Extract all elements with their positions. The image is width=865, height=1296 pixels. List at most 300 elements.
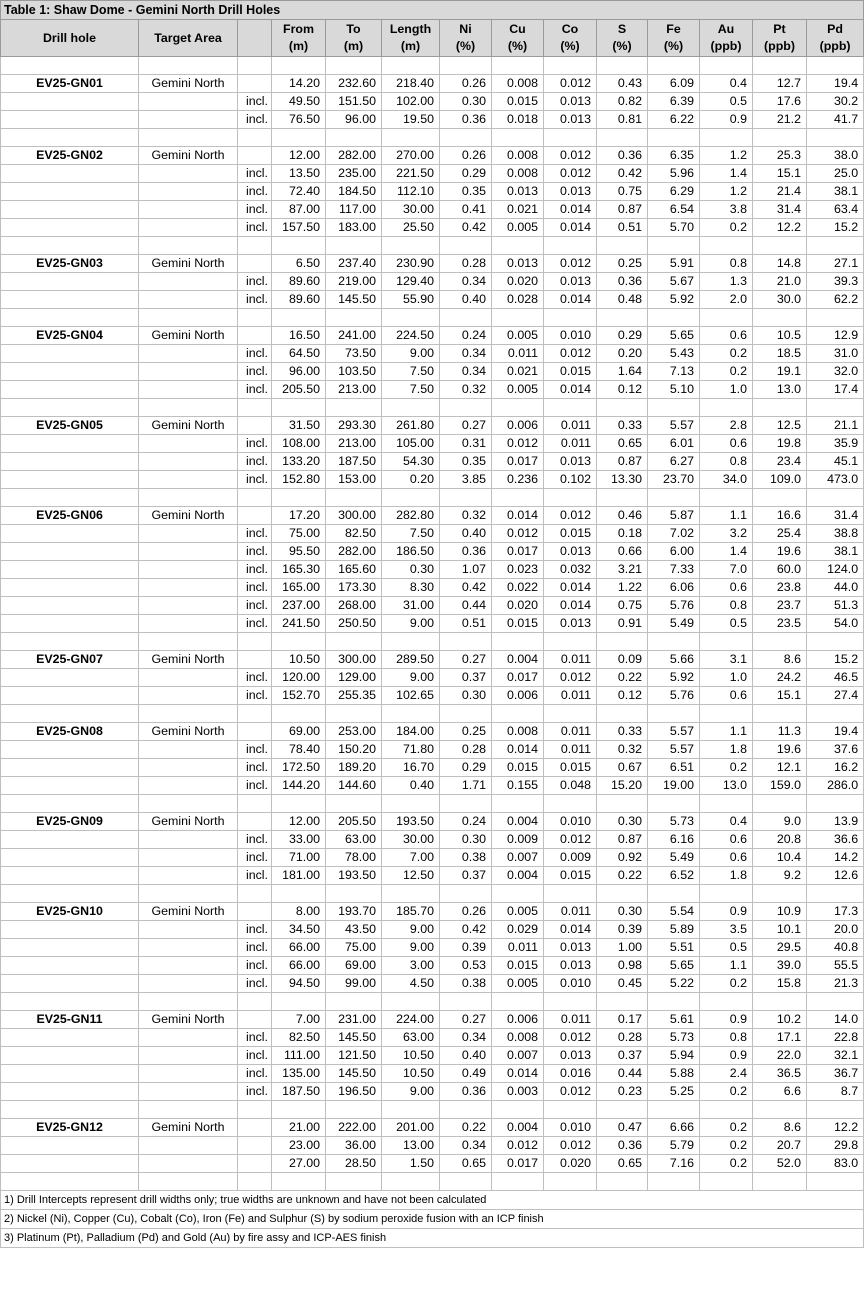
- cell-pt: 11.3: [753, 723, 807, 741]
- cell-cu: 0.028: [492, 291, 544, 309]
- cell-from: 23.00: [272, 1137, 326, 1155]
- empty-cell: [1, 93, 139, 111]
- empty-cell: [1, 471, 139, 489]
- cell-pd: 19.4: [807, 723, 864, 741]
- empty-cell: [1, 345, 139, 363]
- cell-from: 16.50: [272, 327, 326, 345]
- cell-to: 28.50: [326, 1155, 382, 1173]
- empty-cell: [139, 705, 238, 723]
- cell-fe: 6.16: [648, 831, 700, 849]
- incl-label: incl.: [238, 1029, 272, 1047]
- empty-cell: [648, 633, 700, 651]
- empty-cell: [440, 129, 492, 147]
- cell-from: 144.20: [272, 777, 326, 795]
- cell-cu: 0.013: [492, 183, 544, 201]
- cell-au: 34.0: [700, 471, 753, 489]
- incl-label: incl.: [238, 453, 272, 471]
- cell-length: 9.00: [382, 921, 440, 939]
- cell-ni: 0.26: [440, 147, 492, 165]
- cell-to: 300.00: [326, 651, 382, 669]
- cell-au: 0.5: [700, 939, 753, 957]
- cell-fe: 6.66: [648, 1119, 700, 1137]
- table-row: [1, 615, 864, 633]
- cell-ni: 0.36: [440, 543, 492, 561]
- cell-cu: 0.023: [492, 561, 544, 579]
- empty-cell: [492, 399, 544, 417]
- drill-hole-id: EV25-GN07: [1, 651, 139, 669]
- empty-cell: [492, 237, 544, 255]
- cell-ni: 0.32: [440, 507, 492, 525]
- cell-length: 12.50: [382, 867, 440, 885]
- cell-to: 183.00: [326, 219, 382, 237]
- empty-cell: [1, 669, 139, 687]
- cell-co: 0.014: [544, 597, 597, 615]
- cell-pt: 15.1: [753, 687, 807, 705]
- cell-co: 0.011: [544, 417, 597, 435]
- table-row: [1, 831, 864, 849]
- cell-au: 1.0: [700, 381, 753, 399]
- empty-cell: [440, 633, 492, 651]
- cell-fe: 5.66: [648, 651, 700, 669]
- table-row: [1, 147, 864, 165]
- empty-cell: [139, 129, 238, 147]
- cell-fe: 7.13: [648, 363, 700, 381]
- cell-co: 0.013: [544, 615, 597, 633]
- empty-cell: [1, 1047, 139, 1065]
- cell-cu: 0.236: [492, 471, 544, 489]
- drill-hole-id: EV25-GN01: [1, 75, 139, 93]
- cell-length: 4.50: [382, 975, 440, 993]
- cell-ni: 0.39: [440, 939, 492, 957]
- cell-pt: 30.0: [753, 291, 807, 309]
- cell-length: 224.00: [382, 1011, 440, 1029]
- cell-to: 144.60: [326, 777, 382, 795]
- table-row: [1, 435, 864, 453]
- cell-to: 78.00: [326, 849, 382, 867]
- empty-cell: [1, 1155, 139, 1173]
- target-area: Gemini North: [139, 723, 238, 741]
- cell-s: 0.36: [597, 147, 648, 165]
- empty-cell: [700, 795, 753, 813]
- cell-pt: 12.1: [753, 759, 807, 777]
- cell-au: 0.6: [700, 579, 753, 597]
- spacer-row: [1, 633, 864, 651]
- cell-co: 0.015: [544, 363, 597, 381]
- empty-cell: [326, 57, 382, 75]
- incl-label: incl.: [238, 183, 272, 201]
- drill-hole-id: EV25-GN02: [1, 147, 139, 165]
- cell-pd: 473.0: [807, 471, 864, 489]
- empty-cell: [139, 363, 238, 381]
- cell-pt: 23.8: [753, 579, 807, 597]
- empty-cell: [326, 1173, 382, 1191]
- cell-length: 7.50: [382, 363, 440, 381]
- empty-cell: [238, 705, 272, 723]
- empty-cell: [139, 525, 238, 543]
- cell-cu: 0.021: [492, 363, 544, 381]
- empty-cell: [1, 633, 139, 651]
- cell-length: 3.00: [382, 957, 440, 975]
- empty-cell: [238, 237, 272, 255]
- cell-from: 72.40: [272, 183, 326, 201]
- cell-pd: 38.1: [807, 543, 864, 561]
- cell-cu: 0.004: [492, 867, 544, 885]
- empty-cell: [597, 129, 648, 147]
- empty-cell: [139, 1155, 238, 1173]
- cell-from: 71.00: [272, 849, 326, 867]
- cell-ni: 0.42: [440, 219, 492, 237]
- empty-cell: [272, 705, 326, 723]
- cell-from: 6.50: [272, 255, 326, 273]
- cell-to: 235.00: [326, 165, 382, 183]
- spacer-row: [1, 399, 864, 417]
- cell-co: 0.013: [544, 111, 597, 129]
- cell-s: 0.91: [597, 615, 648, 633]
- empty-cell: [1, 579, 139, 597]
- cell-to: 69.00: [326, 957, 382, 975]
- cell-to: 103.50: [326, 363, 382, 381]
- cell-from: 152.80: [272, 471, 326, 489]
- empty-cell: [1, 777, 139, 795]
- empty-cell: [753, 795, 807, 813]
- cell-from: 7.00: [272, 1011, 326, 1029]
- cell-to: 205.50: [326, 813, 382, 831]
- cell-length: 1.50: [382, 1155, 440, 1173]
- cell-length: 230.90: [382, 255, 440, 273]
- cell-ni: 0.24: [440, 813, 492, 831]
- empty-cell: [440, 489, 492, 507]
- cell-au: 0.8: [700, 597, 753, 615]
- incl-label: incl.: [238, 687, 272, 705]
- cell-fe: 5.49: [648, 615, 700, 633]
- empty-cell: [700, 489, 753, 507]
- cell-to: 193.70: [326, 903, 382, 921]
- cell-fe: 5.88: [648, 1065, 700, 1083]
- cell-cu: 0.008: [492, 75, 544, 93]
- cell-ni: 0.26: [440, 75, 492, 93]
- cell-pt: 29.5: [753, 939, 807, 957]
- empty-cell: [544, 1173, 597, 1191]
- target-area: Gemini North: [139, 1011, 238, 1029]
- empty-cell: [492, 129, 544, 147]
- empty-cell: [648, 237, 700, 255]
- cell-au: 1.1: [700, 507, 753, 525]
- empty-cell: [648, 1173, 700, 1191]
- cell-s: 0.22: [597, 669, 648, 687]
- cell-length: 105.00: [382, 435, 440, 453]
- empty-cell: [272, 885, 326, 903]
- empty-cell: [272, 993, 326, 1011]
- cell-fe: 5.65: [648, 327, 700, 345]
- table-row: [1, 291, 864, 309]
- cell-fe: 5.49: [648, 849, 700, 867]
- cell-au: 0.2: [700, 1119, 753, 1137]
- cell-to: 43.50: [326, 921, 382, 939]
- empty-cell: [139, 219, 238, 237]
- cell-cu: 0.006: [492, 417, 544, 435]
- cell-au: 1.8: [700, 741, 753, 759]
- cell-s: 0.30: [597, 903, 648, 921]
- incl-label: incl.: [238, 759, 272, 777]
- empty-cell: [753, 1101, 807, 1119]
- cell-au: 1.3: [700, 273, 753, 291]
- cell-ni: 0.29: [440, 165, 492, 183]
- cell-from: 8.00: [272, 903, 326, 921]
- target-area: Gemini North: [139, 255, 238, 273]
- cell-fe: 5.91: [648, 255, 700, 273]
- target-area: Gemini North: [139, 651, 238, 669]
- spacer-row: [1, 795, 864, 813]
- cell-to: 165.60: [326, 561, 382, 579]
- cell-fe: 5.73: [648, 1029, 700, 1047]
- cell-au: 13.0: [700, 777, 753, 795]
- cell-from: 49.50: [272, 93, 326, 111]
- empty-cell: [272, 309, 326, 327]
- cell-to: 145.50: [326, 1065, 382, 1083]
- cell-pd: 25.0: [807, 165, 864, 183]
- cell-ni: 0.37: [440, 669, 492, 687]
- cell-pt: 17.1: [753, 1029, 807, 1047]
- cell-au: 0.5: [700, 615, 753, 633]
- cell-s: 1.22: [597, 579, 648, 597]
- cell-ni: 0.40: [440, 291, 492, 309]
- empty-cell: [1, 1083, 139, 1101]
- cell-pt: 9.2: [753, 867, 807, 885]
- cell-co: 0.010: [544, 327, 597, 345]
- target-area: Gemini North: [139, 813, 238, 831]
- table-row: [1, 183, 864, 201]
- empty-cell: [139, 687, 238, 705]
- cell-to: 145.50: [326, 1029, 382, 1047]
- empty-cell: [597, 57, 648, 75]
- cell-co: 0.014: [544, 219, 597, 237]
- table-title-row: [1, 1, 864, 20]
- cell-cu: 0.017: [492, 543, 544, 561]
- cell-cu: 0.029: [492, 921, 544, 939]
- empty-cell: [1, 363, 139, 381]
- target-area: Gemini North: [139, 507, 238, 525]
- cell-to: 241.00: [326, 327, 382, 345]
- cell-pt: 19.6: [753, 741, 807, 759]
- empty-cell: [1, 561, 139, 579]
- empty-cell: [139, 453, 238, 471]
- cell-cu: 0.006: [492, 1011, 544, 1029]
- incl-label: [238, 1119, 272, 1137]
- empty-cell: [544, 399, 597, 417]
- cell-pd: 14.2: [807, 849, 864, 867]
- empty-cell: [139, 759, 238, 777]
- empty-cell: [440, 237, 492, 255]
- empty-cell: [807, 489, 864, 507]
- empty-cell: [648, 57, 700, 75]
- cell-cu: 0.011: [492, 939, 544, 957]
- cell-fe: 5.57: [648, 723, 700, 741]
- empty-cell: [1, 219, 139, 237]
- empty-cell: [139, 111, 238, 129]
- cell-cu: 0.004: [492, 1119, 544, 1137]
- table-row: [1, 543, 864, 561]
- cell-length: 63.00: [382, 1029, 440, 1047]
- cell-length: 30.00: [382, 201, 440, 219]
- target-area: Gemini North: [139, 75, 238, 93]
- cell-ni: 0.38: [440, 849, 492, 867]
- empty-cell: [139, 273, 238, 291]
- table-row: [1, 651, 864, 669]
- cell-s: 0.37: [597, 1047, 648, 1065]
- drill-hole-id: EV25-GN10: [1, 903, 139, 921]
- cell-s: 0.12: [597, 687, 648, 705]
- cell-cu: 0.007: [492, 1047, 544, 1065]
- cell-from: 82.50: [272, 1029, 326, 1047]
- table-row: [1, 1047, 864, 1065]
- cell-pd: 83.0: [807, 1155, 864, 1173]
- cell-fe: 6.09: [648, 75, 700, 93]
- cell-s: 0.17: [597, 1011, 648, 1029]
- header-drill-hole: Drill hole: [1, 20, 139, 57]
- cell-from: 89.60: [272, 291, 326, 309]
- cell-ni: 0.24: [440, 327, 492, 345]
- empty-cell: [326, 237, 382, 255]
- cell-fe: 6.27: [648, 453, 700, 471]
- cell-to: 36.00: [326, 1137, 382, 1155]
- empty-cell: [753, 993, 807, 1011]
- cell-length: 184.00: [382, 723, 440, 741]
- empty-cell: [492, 309, 544, 327]
- cell-to: 173.30: [326, 579, 382, 597]
- cell-au: 2.4: [700, 1065, 753, 1083]
- cell-au: 0.6: [700, 831, 753, 849]
- cell-au: 0.9: [700, 1047, 753, 1065]
- cell-pd: 55.5: [807, 957, 864, 975]
- cell-cu: 0.003: [492, 1083, 544, 1101]
- empty-cell: [807, 57, 864, 75]
- empty-cell: [139, 849, 238, 867]
- empty-cell: [753, 57, 807, 75]
- empty-cell: [544, 57, 597, 75]
- cell-to: 293.30: [326, 417, 382, 435]
- cell-fe: 6.39: [648, 93, 700, 111]
- cell-from: 133.20: [272, 453, 326, 471]
- drill-hole-id: EV25-GN08: [1, 723, 139, 741]
- cell-pt: 8.6: [753, 1119, 807, 1137]
- cell-pt: 23.5: [753, 615, 807, 633]
- cell-s: 0.67: [597, 759, 648, 777]
- cell-to: 129.00: [326, 669, 382, 687]
- empty-cell: [1, 1173, 139, 1191]
- cell-ni: 0.38: [440, 975, 492, 993]
- cell-pd: 45.1: [807, 453, 864, 471]
- cell-co: 0.011: [544, 723, 597, 741]
- empty-cell: [139, 399, 238, 417]
- empty-cell: [1, 165, 139, 183]
- cell-pt: 10.9: [753, 903, 807, 921]
- spacer-row: [1, 237, 864, 255]
- empty-cell: [648, 993, 700, 1011]
- cell-from: 172.50: [272, 759, 326, 777]
- cell-cu: 0.017: [492, 453, 544, 471]
- cell-to: 121.50: [326, 1047, 382, 1065]
- incl-label: incl.: [238, 93, 272, 111]
- empty-cell: [382, 1173, 440, 1191]
- cell-from: 12.00: [272, 147, 326, 165]
- empty-cell: [753, 489, 807, 507]
- empty-cell: [648, 489, 700, 507]
- cell-co: 0.015: [544, 525, 597, 543]
- cell-co: 0.013: [544, 1047, 597, 1065]
- cell-au: 0.8: [700, 453, 753, 471]
- empty-cell: [139, 1101, 238, 1119]
- cell-fe: 5.70: [648, 219, 700, 237]
- cell-from: 108.00: [272, 435, 326, 453]
- cell-pt: 10.4: [753, 849, 807, 867]
- cell-ni: 0.41: [440, 201, 492, 219]
- empty-cell: [753, 633, 807, 651]
- cell-ni: 0.37: [440, 867, 492, 885]
- cell-pt: 25.3: [753, 147, 807, 165]
- empty-cell: [700, 57, 753, 75]
- cell-pt: 10.5: [753, 327, 807, 345]
- cell-to: 99.00: [326, 975, 382, 993]
- cell-s: 0.30: [597, 813, 648, 831]
- table-row: [1, 1119, 864, 1137]
- table-row: [1, 561, 864, 579]
- table-row: [1, 345, 864, 363]
- cell-pd: 286.0: [807, 777, 864, 795]
- empty-cell: [1, 939, 139, 957]
- empty-cell: [1, 849, 139, 867]
- empty-cell: [544, 795, 597, 813]
- incl-label: incl.: [238, 831, 272, 849]
- cell-length: 185.70: [382, 903, 440, 921]
- table-row: [1, 849, 864, 867]
- table-row: [1, 1065, 864, 1083]
- cell-length: 7.00: [382, 849, 440, 867]
- empty-cell: [382, 705, 440, 723]
- incl-label: incl.: [238, 471, 272, 489]
- incl-label: incl.: [238, 867, 272, 885]
- cell-s: 0.12: [597, 381, 648, 399]
- empty-cell: [326, 885, 382, 903]
- empty-cell: [382, 57, 440, 75]
- cell-to: 117.00: [326, 201, 382, 219]
- empty-cell: [544, 237, 597, 255]
- incl-label: incl.: [238, 543, 272, 561]
- cell-pt: 19.6: [753, 543, 807, 561]
- cell-cu: 0.014: [492, 507, 544, 525]
- empty-cell: [440, 399, 492, 417]
- cell-from: 111.00: [272, 1047, 326, 1065]
- cell-to: 82.50: [326, 525, 382, 543]
- cell-au: 3.1: [700, 651, 753, 669]
- table-row: [1, 471, 864, 489]
- cell-s: 0.75: [597, 597, 648, 615]
- cell-fe: 6.29: [648, 183, 700, 201]
- cell-co: 0.014: [544, 921, 597, 939]
- cell-fe: 7.02: [648, 525, 700, 543]
- cell-ni: 0.27: [440, 651, 492, 669]
- cell-co: 0.012: [544, 75, 597, 93]
- cell-co: 0.102: [544, 471, 597, 489]
- cell-fe: 5.76: [648, 687, 700, 705]
- cell-cu: 0.005: [492, 381, 544, 399]
- cell-to: 75.00: [326, 939, 382, 957]
- empty-cell: [139, 957, 238, 975]
- cell-s: 0.75: [597, 183, 648, 201]
- cell-cu: 0.005: [492, 903, 544, 921]
- cell-cu: 0.009: [492, 831, 544, 849]
- cell-s: 0.22: [597, 867, 648, 885]
- empty-cell: [544, 705, 597, 723]
